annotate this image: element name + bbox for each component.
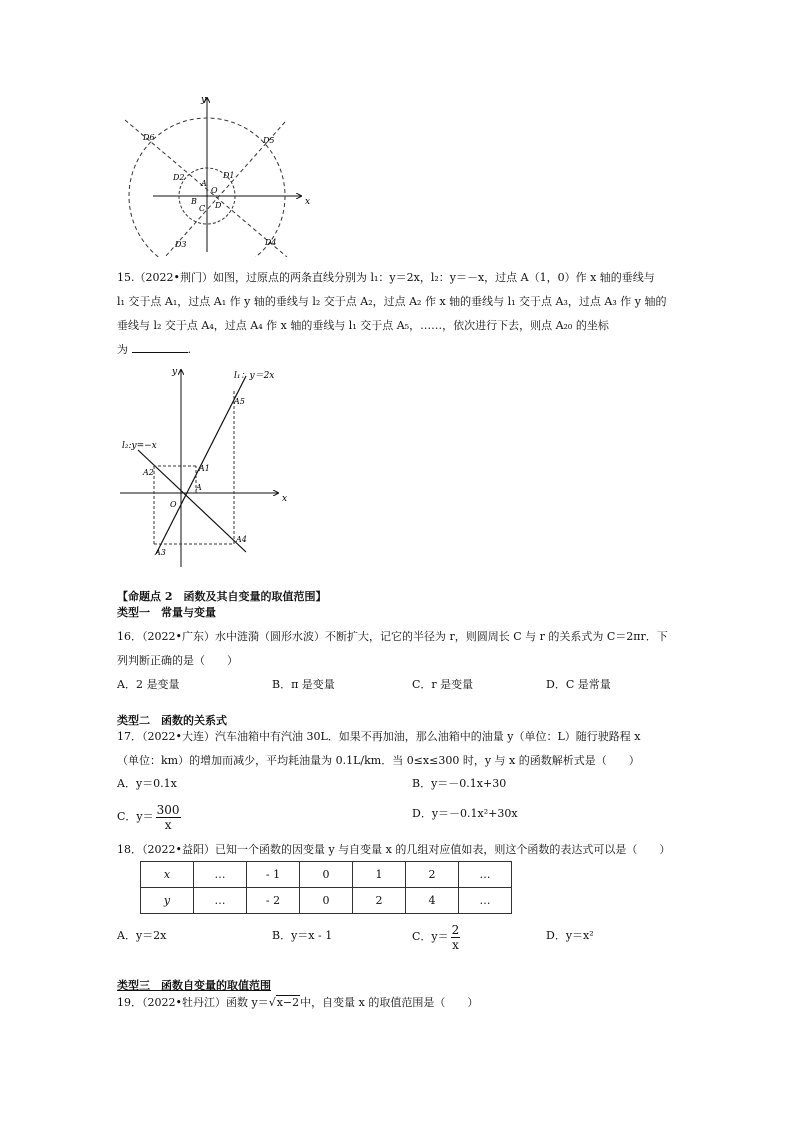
table-cell: 0 [300,888,353,914]
table-cell: … [459,862,512,888]
label-A4: A4 [236,535,247,544]
table-row [141,888,512,914]
q17-option-d[interactable]: D．y＝－0.1x²+30x [412,807,518,820]
q18-line1: 18．（2022•益阳）已知一个函数的因变量 y 与自变量 x 的几组对应值如表，则这个函数的表达式可以是（ ） [117,843,671,856]
figure-staircase [118,362,288,572]
q17-option-b[interactable]: B．y＝－0.1x+30 [412,777,507,790]
q17-line1: 17．（2022•大连）汽车油箱中有汽油 30L．如果不再加油，那么油箱中的油量 y（单位：L）随行驶路程 x [117,730,641,743]
q17-option-a[interactable]: A．y＝0.1x [117,777,177,790]
label-x: x [305,197,311,207]
table-cell: 2 [406,862,459,888]
q15-line2: l₁ 交于点 A₁，过点 A₁ 作 y 轴的垂线与 l₂ 交于点 A₂，过点 A₂ 作 x 轴的垂线与 l₁ 交于点 A₃，过点 A₃ 作 y 轴的 [117,295,667,308]
label-D4: D4 [265,238,277,247]
label-A3: A3 [155,548,166,557]
q16-line2: 列判断正确的是（ ） [117,654,238,667]
radicand: x−2 [276,996,300,1009]
q17-line2: （单位：km）的增加而减少，平均耗油量为 0.1L/km．当 0≤x≤300 时，y 与 x 的函数解析式是（ ） [117,754,640,767]
type2-heading: 类型二 函数的关系式 [117,714,227,727]
q19-line: 19．（2022•牡丹江）函数 y＝√x−2中，自变量 x 的取值范围是（ ） [117,996,479,1009]
label-l1: l₁：y＝2x [234,371,275,381]
table-cell: 1 [353,862,406,888]
table-cell: 2 [353,888,406,914]
label-D6: D6 [143,133,155,142]
section-heading: 【命题点 2 函数及其自变量的取值范围】 [117,590,327,603]
table-cell: y [141,888,194,914]
q15-line1: 15.（2022•荆门）如图，过原点的两条直线分别为 l₁：y＝2x，l₂：y＝－x，过点 A（1，0）作 x 轴的垂线与 [117,271,655,284]
label-O: O [170,500,177,509]
staircase [154,389,234,544]
label-l2: l₂:y=−x [122,441,157,451]
q16-option-c[interactable]: C．r 是变量 [412,678,474,691]
label-D5: D5 [263,136,275,145]
label-A2: A2 [143,468,154,477]
q15-line4: 为 . [117,343,191,356]
label-y: y [172,367,178,377]
label-A: A [201,179,207,188]
q18-option-d[interactable]: D．y＝x² [546,929,594,942]
type3-heading: 类型三 函数自变量的取值范围 [117,979,271,992]
table-cell: 4 [406,888,459,914]
table-row [141,862,512,888]
fraction: $\frac{2}{x}$ [451,922,460,952]
label-A: A [196,483,202,492]
label-A5: A5 [234,397,245,406]
q16-line1: 16．（2022•广东）水中涟漪（圆形水波）不断扩大，记它的半径为 r，则圆周长 C 与 r 的关系式为 C＝2πr．下 [117,630,668,643]
label-A1: A1 [199,464,210,473]
answer-blank[interactable] [132,342,188,353]
label-y: y [201,95,207,105]
value-table [140,861,512,914]
table-cell: 0 [300,862,353,888]
table-cell: … [194,888,247,914]
label-D: D [215,201,222,210]
q16-option-d[interactable]: D．C 是常量 [546,678,611,691]
q17-option-c[interactable]: C．y＝ $\frac{300}{x}$ [117,802,180,832]
q16-option-a[interactable]: A．2 是变量 [117,678,180,691]
q16-option-b[interactable]: B．π 是变量 [272,678,335,691]
label-x: x [282,494,288,504]
q18-option-a[interactable]: A．y＝2x [117,929,167,942]
label-D2: D2 [173,173,185,182]
table-cell: - 1 [247,862,300,888]
label-O: O [211,186,218,195]
fraction: $\frac{300}{x}$ [156,802,180,832]
table-cell: x [141,862,194,888]
q15-line3: 垂线与 l₂ 交于点 A₄，过点 A₄ 作 x 轴的垂线与 l₁ 交于点 A₅，……，依次进行下去，则点 A₂₀ 的坐标 [117,319,609,332]
label-D3: D3 [175,240,187,249]
label-D1: D1 [223,171,235,180]
table-cell: - 2 [247,888,300,914]
label-B: B [191,197,197,206]
q18-option-b[interactable]: B．y＝x - 1 [272,929,333,942]
type1-heading: 类型一 常量与变量 [117,606,216,619]
figure-circles [115,92,315,257]
q18-option-c[interactable]: C．y＝ $\frac{2}{x}$ [412,922,460,952]
table-cell: … [459,888,512,914]
table-cell: … [194,862,247,888]
label-C: C [199,204,206,213]
